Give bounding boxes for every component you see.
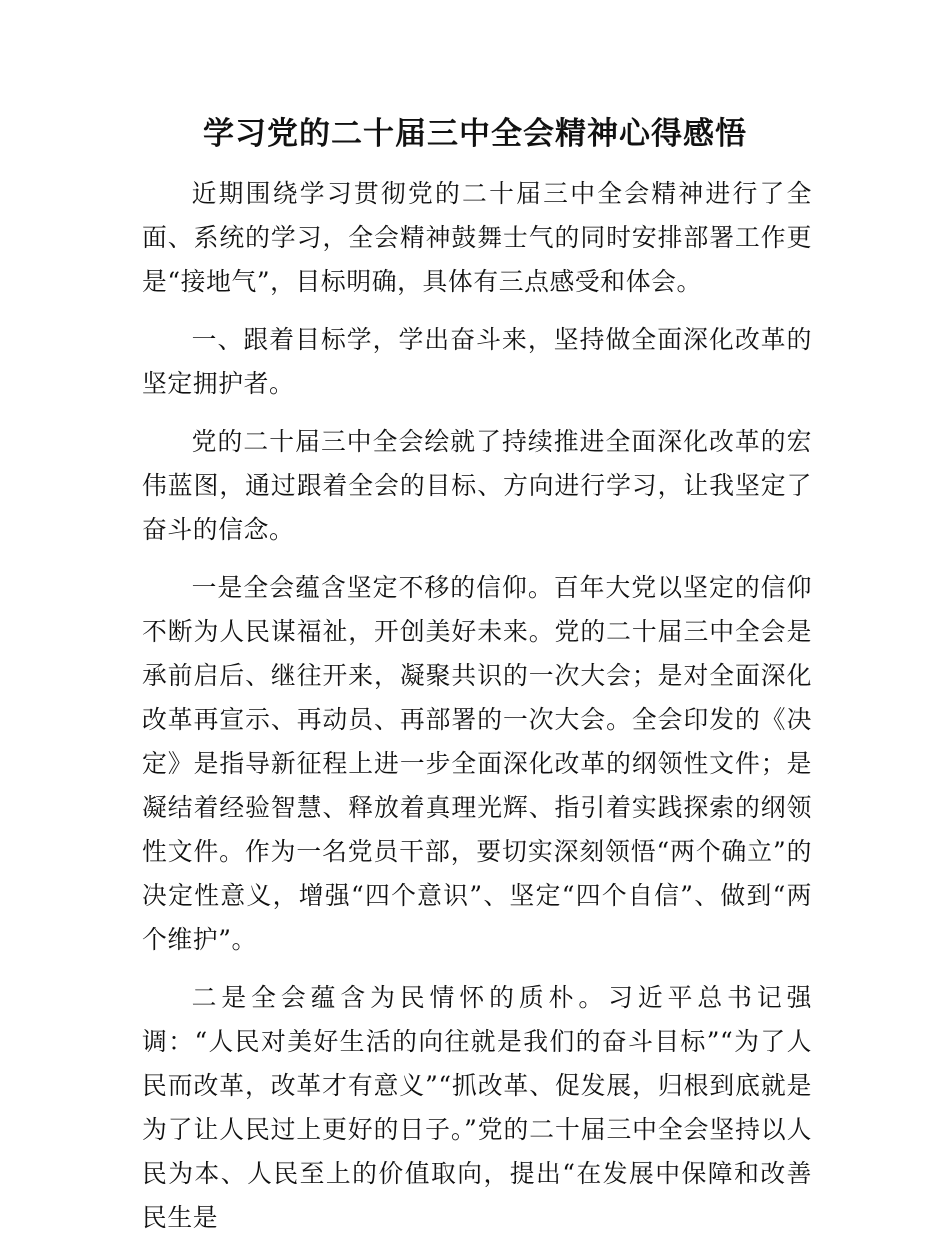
paragraph-intro: 近期围绕学习贯彻党的二十届三中全会精神进行了全面、系统的学习，全会精神鼓舞士气的同时安排部署工作更是“接地气”，目标明确，具体有三点感受和体会。: [142, 179, 812, 296]
paragraph-point-one: 一是全会蕴含坚定不移的信仰。百年大党以坚定的信仰不断为人民谋福祉，开创美好未来。党的二十届三中全会是承前启后、继往开来，凝聚共识的一次大会；是对全面深化改革再宣示、再动员、再部署的一次大会。全会印发的《决定》是指导新征程上进一步全面深化改革的纲领性文件；是凝结着经验智慧、释放着真理光辉、指引着实践探索的纲领性文件。作为一名党员干部，要切实深刻领悟“两个确立”的决定性意义，增强“四个意识”、坚定“四个自信”、做到“两个维护”。: [142, 573, 812, 954]
paragraph-point-two: 二是全会蕴含为民情怀的质朴。习近平总书记强调：“人民对美好生活的向往就是我们的奋斗目标”“为了人民而改革，改革才有意义”“抓改革、促发展，归根到底就是为了让人民过上更好的日子。”党的二十届三中全会坚持以人民为本、人民至上的价值取向，提出“在发展中保障和改善民生是: [142, 983, 812, 1232]
paragraph-section-intro: 党的二十届三中全会绘就了持续推进全面深化改革的宏伟蓝图，通过跟着全会的目标、方向进行学习，让我坚定了奋斗的信念。: [142, 427, 812, 544]
document-body: [142, 172, 812, 1254]
document-title: 学习党的二十届三中全会精神心得感悟: [203, 116, 747, 152]
paragraph-section-heading: 一、跟着目标学，学出奋斗来，坚持做全面深化改革的坚定拥护者。: [142, 325, 812, 398]
